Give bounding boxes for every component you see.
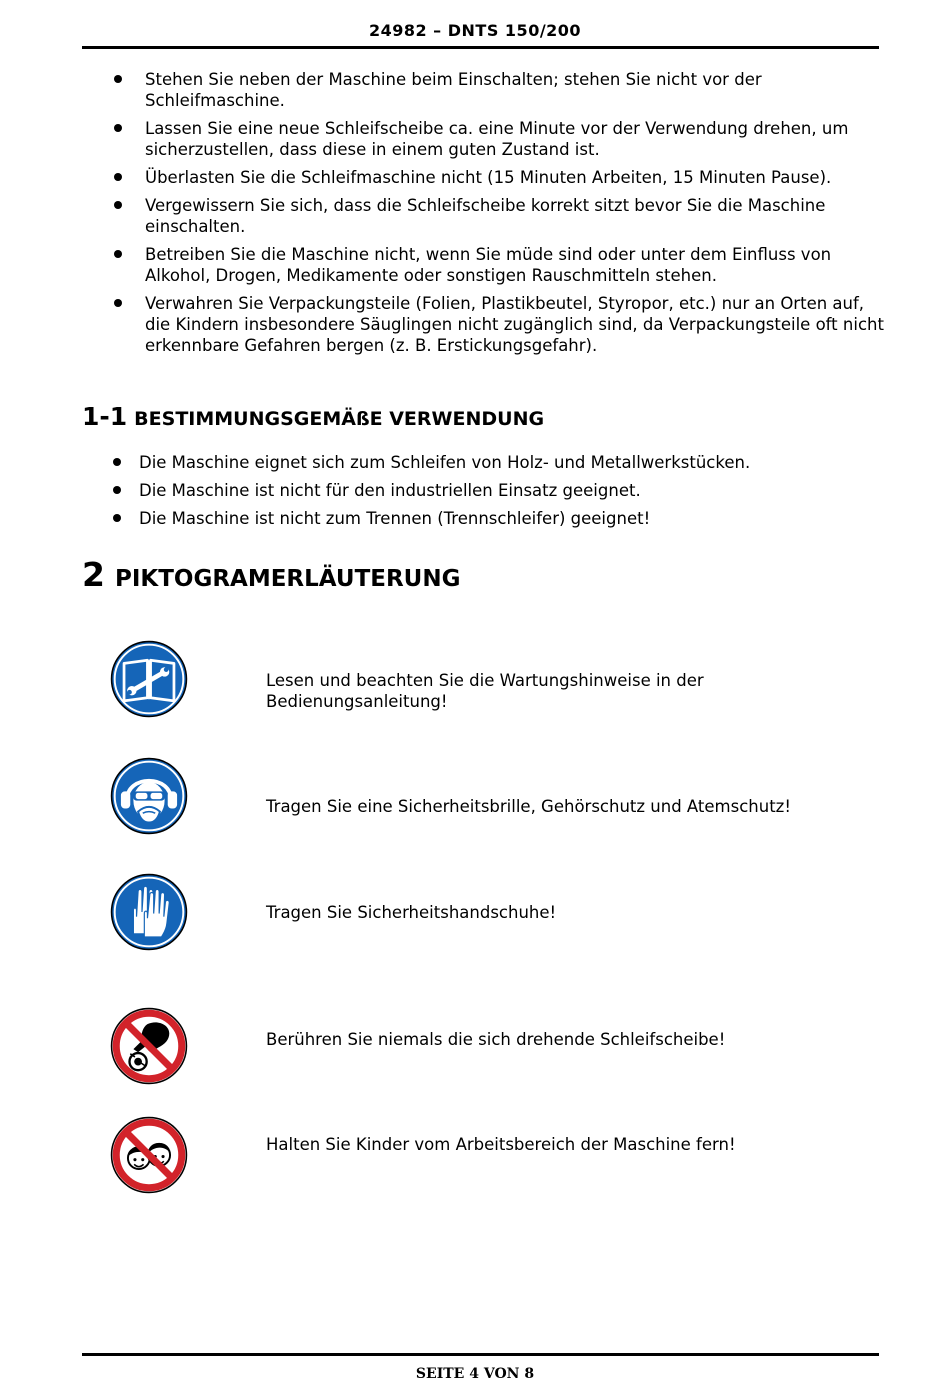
list-item: Betreiben Sie die Maschine nicht, wenn Sie müde sind oder unter dem Einfluss von Alkohol, Drogen, Medikamente oder sonstigen Rauschmitteln stehen. [145, 244, 885, 286]
section-heading-1-1 [82, 402, 544, 431]
no-children-icon [110, 1116, 188, 1194]
list-item: Stehen Sie neben der Maschine beim Einschalten; stehen Sie nicht vor der Schleifmaschine. [145, 69, 885, 111]
list-item: Die Maschine eignet sich zum Schleifen von Holz- und Metallwerkstücken. [139, 452, 879, 473]
list-item: Vergewissern Sie sich, dass die Schleifscheibe korrekt sitzt bevor Sie die Maschine einschalten. [145, 195, 885, 237]
section-number: 1-1 [82, 402, 128, 431]
pictogram-text-read-manual: Lesen und beachten Sie die Wartungshinweise in der Bedienungsanleitung! [266, 671, 704, 711]
bullet-icon [113, 514, 121, 522]
section-title: BESTIMMUNGSGEMÄßE VERWENDUNG [134, 408, 545, 430]
bullet-icon [113, 458, 121, 466]
bullet-icon [114, 201, 122, 209]
bullet-icon [114, 299, 122, 307]
read-manual-icon [110, 640, 188, 718]
list-item: Überlasten Sie die Schleifmaschine nicht (15 Minuten Arbeiten, 15 Minuten Pause). [145, 167, 885, 188]
safety-bullet-list [145, 69, 885, 363]
pictogram-text-wear-protection: Tragen Sie eine Sicherheitsbrille, Gehörschutz und Atemschutz! [266, 797, 791, 816]
pictogram-text-no-touch-disc: Berühren Sie niemals die sich drehende Schleifscheibe! [266, 1030, 726, 1049]
page-number-footer: SEITE 4 VON 8 [415, 1366, 535, 1382]
pictogram-text-no-children: Halten Sie Kinder vom Arbeitsbereich der Maschine fern! [266, 1135, 736, 1154]
pictogram-text-wear-gloves: Tragen Sie Sicherheitshandschuhe! [266, 903, 557, 922]
list-item: Verwahren Sie Verpackungsteile (Folien, Plastikbeutel, Styropor, etc.) nur an Orten auf, die Kindern insbesondere Säuglingen nicht zugänglich sind, da Verpackungsteile oft nicht erkennbare Gefahren bergen (z. B. Erstickungsgefahr). [145, 293, 885, 356]
footer-rule [82, 1353, 879, 1356]
wear-gloves-icon [110, 873, 188, 951]
wear-protection-icon [110, 757, 188, 835]
section-title: PIKTOGRAMERLÄUTERUNG [114, 566, 461, 592]
no-touch-disc-icon [110, 1007, 188, 1085]
page-header-title: 24982 – DNTS 150/200 [368, 21, 582, 40]
list-item: Lassen Sie eine neue Schleifscheibe ca. eine Minute vor der Verwendung drehen, um sicherzustellen, dass diese in einem guten Zustand ist. [145, 118, 885, 160]
usage-bullet-list [139, 452, 879, 536]
section-heading-2 [82, 555, 461, 594]
bullet-icon [114, 173, 122, 181]
bullet-icon [113, 486, 121, 494]
list-item: Die Maschine ist nicht zum Trennen (Trennschleifer) geeignet! [139, 508, 879, 529]
bullet-icon [114, 124, 122, 132]
bullet-icon [114, 75, 122, 83]
bullet-icon [114, 250, 122, 258]
list-item: Die Maschine ist nicht für den industriellen Einsatz geeignet. [139, 480, 879, 501]
header-rule [82, 46, 879, 49]
section-number: 2 [82, 555, 105, 594]
